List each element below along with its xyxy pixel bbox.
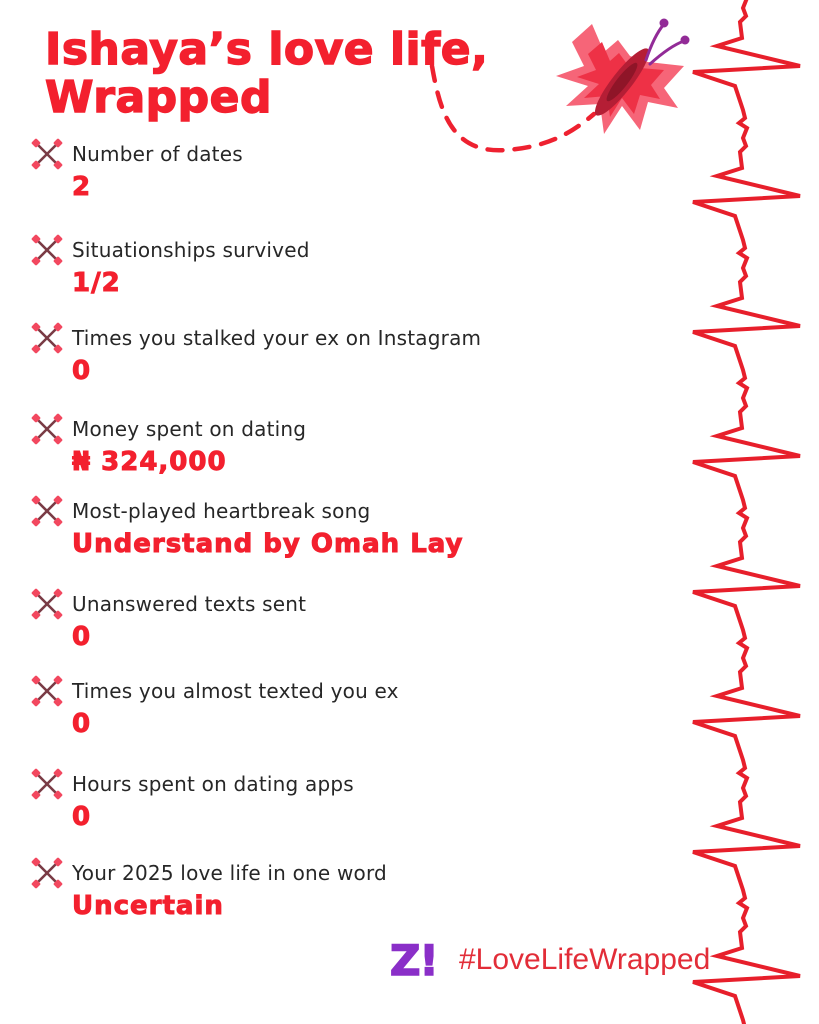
- crossed-arrows-icon: [30, 233, 64, 267]
- heartbeat-ekg-line-icon: [685, 0, 815, 1024]
- stat-value: Understand by Omah Lay: [72, 529, 464, 559]
- title-line-2: Wrapped: [45, 72, 272, 123]
- crossed-arrows-icon: [30, 494, 64, 528]
- stat-label: Situationships survived: [72, 238, 310, 262]
- stat-love-life-one-word: [30, 860, 387, 921]
- stat-label: Your 2025 love life in one word: [72, 861, 387, 885]
- stat-unanswered-texts: [30, 591, 306, 652]
- stat-stalked-ex: [30, 325, 481, 386]
- crossed-arrows-icon: [30, 767, 64, 801]
- title-line-1: Ishaya’s love life,: [45, 24, 489, 75]
- stat-body: [72, 771, 354, 832]
- stat-almost-texted-ex: [30, 678, 399, 739]
- stat-body: [72, 237, 310, 298]
- stat-label: Most-played heartbreak song: [72, 499, 371, 523]
- stat-body: [72, 325, 481, 386]
- stat-value: 2: [72, 172, 92, 202]
- stat-number-of-dates: [30, 141, 243, 202]
- stat-money-spent: [30, 416, 306, 477]
- crossed-arrows-icon: [30, 587, 64, 621]
- stat-value: 0: [72, 622, 92, 652]
- stat-label: Times you almost texted you ex: [72, 679, 399, 703]
- stat-value: Uncertain: [72, 891, 224, 921]
- stat-body: [72, 591, 306, 652]
- crossed-arrows-icon: [30, 412, 64, 446]
- stat-body: [72, 141, 243, 202]
- stat-label: Hours spent on dating apps: [72, 772, 354, 796]
- hashtag-text: #LoveLifeWrapped: [459, 943, 711, 976]
- stat-label: Money spent on dating: [72, 417, 307, 441]
- stat-body: [72, 860, 387, 921]
- stat-value: 1/2: [72, 268, 121, 298]
- stat-label: Unanswered texts sent: [72, 592, 307, 616]
- crossed-arrows-icon: [30, 137, 64, 171]
- crossed-arrows-icon: [30, 856, 64, 890]
- stat-value: 0: [72, 356, 92, 386]
- stat-heartbreak-song: [30, 498, 463, 559]
- stat-value: ₦ 324,000: [72, 447, 227, 477]
- stat-situationships: [30, 237, 310, 298]
- stat-body: [72, 678, 399, 739]
- page-title: [45, 26, 605, 122]
- zikoko-logo: Z!: [390, 936, 438, 985]
- stat-label: Number of dates: [72, 142, 243, 166]
- stat-body: [72, 498, 463, 559]
- stat-value: 0: [72, 709, 92, 739]
- stat-value: 0: [72, 802, 92, 832]
- crossed-arrows-icon: [30, 321, 64, 355]
- stat-label: Times you stalked your ex on Instagram: [72, 326, 482, 350]
- crossed-arrows-icon: [30, 674, 64, 708]
- stat-hours-dating-apps: [30, 771, 354, 832]
- stat-body: [72, 416, 306, 477]
